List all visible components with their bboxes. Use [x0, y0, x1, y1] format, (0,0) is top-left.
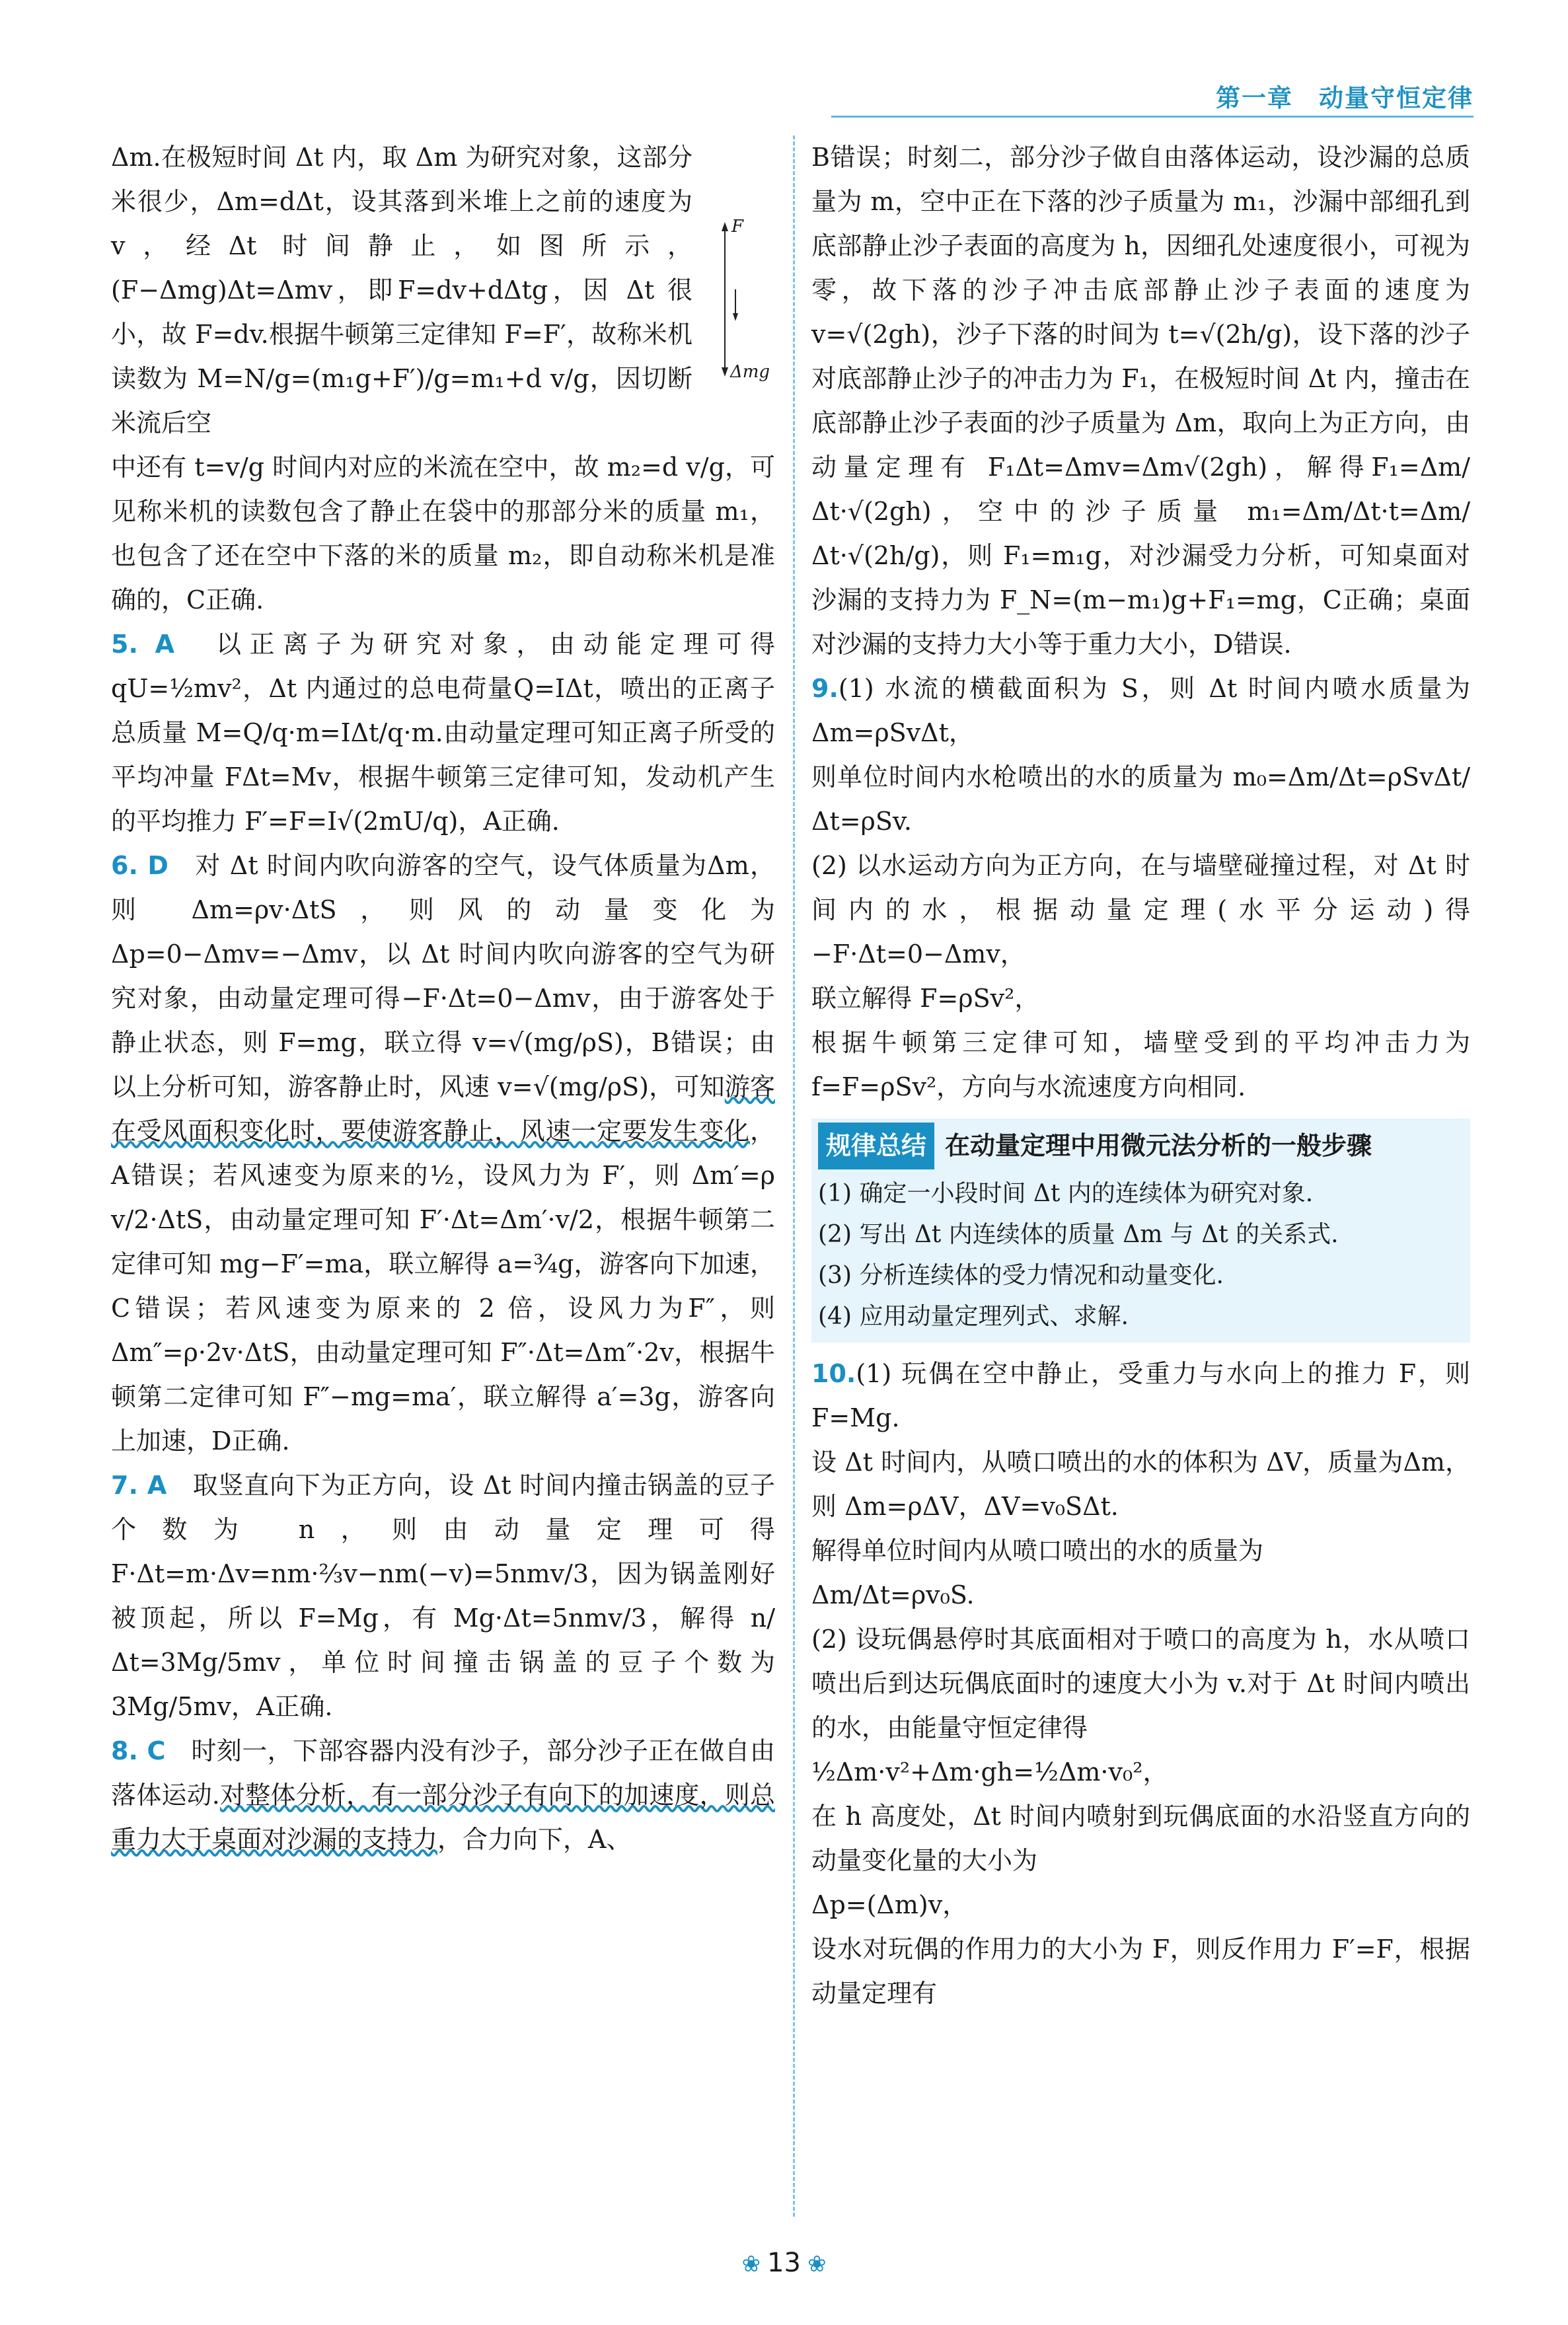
q10-part1: [811, 1352, 1470, 1440]
q9-part1: [811, 667, 1470, 755]
q7-label: 7. A: [111, 1471, 167, 1500]
page-footer: [0, 2248, 1568, 2278]
q6-label: 6. D: [111, 851, 168, 880]
q8-text-a: 时刻一，下部容器内没有沙子，部分沙子正在做自由落体运动.: [111, 1736, 775, 1810]
q5-answer: [111, 622, 775, 844]
q8-underlined: 对整体分析，有一部分沙子有向下的加速度，则总重力大于桌面对沙漏的支持力: [111, 1781, 775, 1854]
q10-part6: ½Δm·v²+Δm·gh=½Δm·v₀²，: [811, 1757, 1168, 1787]
q10-part7: 在 h 高度处，Δt 时间内喷射到玩偶底面的水沿竖直方向的动量变化量的大小为: [811, 1802, 1470, 1875]
q10-part4: Δm/Δt=ρv₀S.: [811, 1580, 975, 1609]
q9-part2: 则单位时间内水枪喷出的水的质量为 m₀=Δm/Δt=ρSvΔt/Δt=ρSv.: [811, 762, 1470, 836]
summary-title: 在动量定理中用微元法分析的一般步骤: [945, 1131, 1372, 1160]
summary-box: [811, 1119, 1470, 1343]
q9-label: 9.: [811, 674, 839, 703]
force-label-dmg: Δmg: [730, 362, 770, 382]
q10-part9: 设水对玩偶的作用力的大小为 F，则反作用力 F′=F，根据动量定理有: [811, 1935, 1470, 2008]
summary-box-header: [818, 1123, 1464, 1169]
q6-answer: [111, 844, 775, 1463]
q10-part2: 设 Δt 时间内，从喷口喷出的水的体积为 ΔV，质量为Δm，则 Δm=ρΔV，ΔV=v₀SΔt.: [811, 1448, 1470, 1521]
q6-text-a: 对 Δt 时间内吹向游客的空气，设气体质量为Δm，则 Δm=ρv·ΔtS，则风的动量变化为 Δp=0−Δmv=−Δmv，以 Δt 时间内吹向游客的空气为研究对象，由动量定理可得−F·Δt=0−Δmv，由于游客处于静止状态，则 F=mg，联立得 v=√(mg/ρS)，B错误；由以上分析可知，游客静止时，风速 v=√(mg/ρS)，可知: [111, 851, 775, 1101]
q5-label: 5. A: [111, 630, 175, 659]
q4-continued-part1: Δm.在极短时间 Δt 内，取 Δm 为研究对象，这部分米很少，Δm=dΔt，设其落到米堆上之前的速度为 v，经Δt 时间静止，如图所示，(F−Δmg)Δt=Δmv，即F=dv+dΔtg，因 Δt 很小，故 F=dv.根据牛顿第三定律知 F=F′，故称米机读数为 M=N/g=(m₁g+F′)/g=m₁+d v/g，因切断米流后空: [111, 143, 692, 437]
chapter-header: 第一章 动量守恒定律: [1216, 84, 1474, 112]
footer-ornament-right-icon: ❀: [807, 2251, 827, 2277]
q10-part5: (2) 设玩偶悬停时其底面相对于喷口的高度为 h，水从喷口喷出后到达玩偶底面时的速度大小为 v.对于 Δt 时间内喷出的水，由能量守恒定律得: [811, 1625, 1470, 1742]
q8-continued: B错误；时刻二，部分沙子做自由落体运动，设沙漏的总质量为 m，空中正在下落的沙子质量为 m₁，沙漏中部细孔到底部静止沙子表面的高度为 h，因细孔处速度很小，可视为零，故下落的沙子冲击底部静止沙子表面的速度为 v=√(2gh)，沙子下落的时间为 t=√(2h/g)，设下落的沙子对底部静止沙子的冲击力为 F₁，在极短时间 Δt 内，撞击在底部静止沙子表面的沙子质量为 Δm，取向上为正方向，由动量定理有 F₁Δt=Δmv=Δm√(2gh)，解得F₁=Δm/Δt·√(2gh)，空中的沙子质量 m₁=Δm/Δt·t=Δm/Δt·√(2h/g)，则 F₁=m₁g，对沙漏受力分析，可知桌面对沙漏的支持力为 F_N=(m−m₁)g+F₁=mg，C正确；桌面对沙漏的支持力大小等于重力大小，D错误.: [811, 143, 1470, 659]
q10-part8: Δp=(Δm)v，: [811, 1890, 968, 1919]
column-divider: [793, 135, 795, 2217]
footer-ornament-left-icon: ❀: [741, 2251, 761, 2277]
right-column: [811, 135, 1470, 2016]
summary-tag: 规律总结: [818, 1123, 934, 1169]
q8-text-b: ，合力向下，A、: [437, 1825, 632, 1854]
q10-label: 10.: [811, 1359, 856, 1388]
page-number: 13: [767, 2248, 801, 2278]
q10-part3: 解得单位时间内从喷口喷出的水的质量为: [811, 1536, 1264, 1565]
q5-text: 以正离子为研究对象，由动能定理可得 qU=½mv²，Δt 内通过的总电荷量Q=IΔt，喷出的正离子总质量 M=Q/q·m=IΔt/q·m.由动量定理可知正离子所受的平均冲量 FΔt=Mv，根据牛顿第三定律可知，发动机产生的平均推力 F′=F=I√(2mU/q)，A正确.: [111, 630, 775, 836]
q9-part3: (2) 以水运动方向为正方向，在与墙壁碰撞过程，对 Δt 时间内的水，根据动量定理(水平分运动)得−F·Δt=0−Δmv，: [811, 851, 1470, 969]
left-column: [111, 135, 775, 1862]
summary-step-3: (3) 分析连续体的受力情况和动量变化.: [818, 1262, 1224, 1289]
header-rule: [831, 116, 1474, 118]
q4-continued-part2: 中还有 t=v/g 时间内对应的米流在空中，故 m₂=d v/g，可见称米机的读数包含了静止在袋中的那部分米的质量 m₁，也包含了还在空中下落的米的质量 m₂，即自动称米机是准确的，C正确.: [111, 453, 775, 614]
q8-label: 8. C: [111, 1736, 166, 1765]
summary-step-4: (4) 应用动量定理列式、求解.: [818, 1303, 1129, 1330]
summary-step-1: (1) 确定一小段时间 Δt 内的连续体为研究对象.: [818, 1180, 1314, 1207]
q9-part5: 根据牛顿第三定律可知，墙壁受到的平均冲击力为 f=F=ρSv²，方向与水流速度方向相同.: [811, 1028, 1470, 1101]
force-label-f: F: [731, 217, 744, 237]
q6-underlined: 游客在受风面积变化时，要使游客静止，风速一定要发生变化: [111, 1072, 775, 1146]
summary-step-2: (2) 写出 Δt 内连续体的质量 Δm 与 Δt 的关系式.: [818, 1221, 1339, 1248]
q7-answer: [111, 1463, 775, 1729]
q7-text: 取竖直向下为正方向，设 Δt 时间内撞击锅盖的豆子个数为 n，则由动量定理可得 F·Δt=m·Δv=nm·⅔v−nm(−v)=5nmv/3，因为锅盖刚好被顶起，所以 F=Mg，有 Mg·Δt=5nmv/3，解得 n/Δt=3Mg/5mv，单位时间撞击锅盖的豆子个数为3Mg/5mv，A正确.: [111, 1471, 776, 1721]
q10-text-1: (1) 玩偶在空中静止，受重力与水向上的推力 F，则F=Mg.: [811, 1359, 1470, 1432]
q9-part4: 联立解得 F=ρSv²，: [811, 984, 1040, 1013]
q9-text-1: (1) 水流的横截面积为 S，则 Δt 时间内喷水质量为Δm=ρSvΔt，: [811, 674, 1470, 747]
q8-answer: [111, 1729, 775, 1862]
q6-text-b: ，A错误；若风速变为原来的½，设风力为 F′，则 Δm′=ρ v/2·ΔtS，由动量定理可知 F′·Δt=Δm′·v/2，根据牛顿第二定律可知 mg−F′=ma，联立解得 a=¾g，游客向下加速，C错误；若风速变为原来的 2 倍，设风力为F″，则 Δm″=ρ·2v·ΔtS，由动量定理可知 F″·Δt=Δm″·2v，根据牛顿第二定律可知 F″−mg=ma′，联立解得 a′=3g，游客向上加速，D正确.: [111, 1117, 775, 1456]
